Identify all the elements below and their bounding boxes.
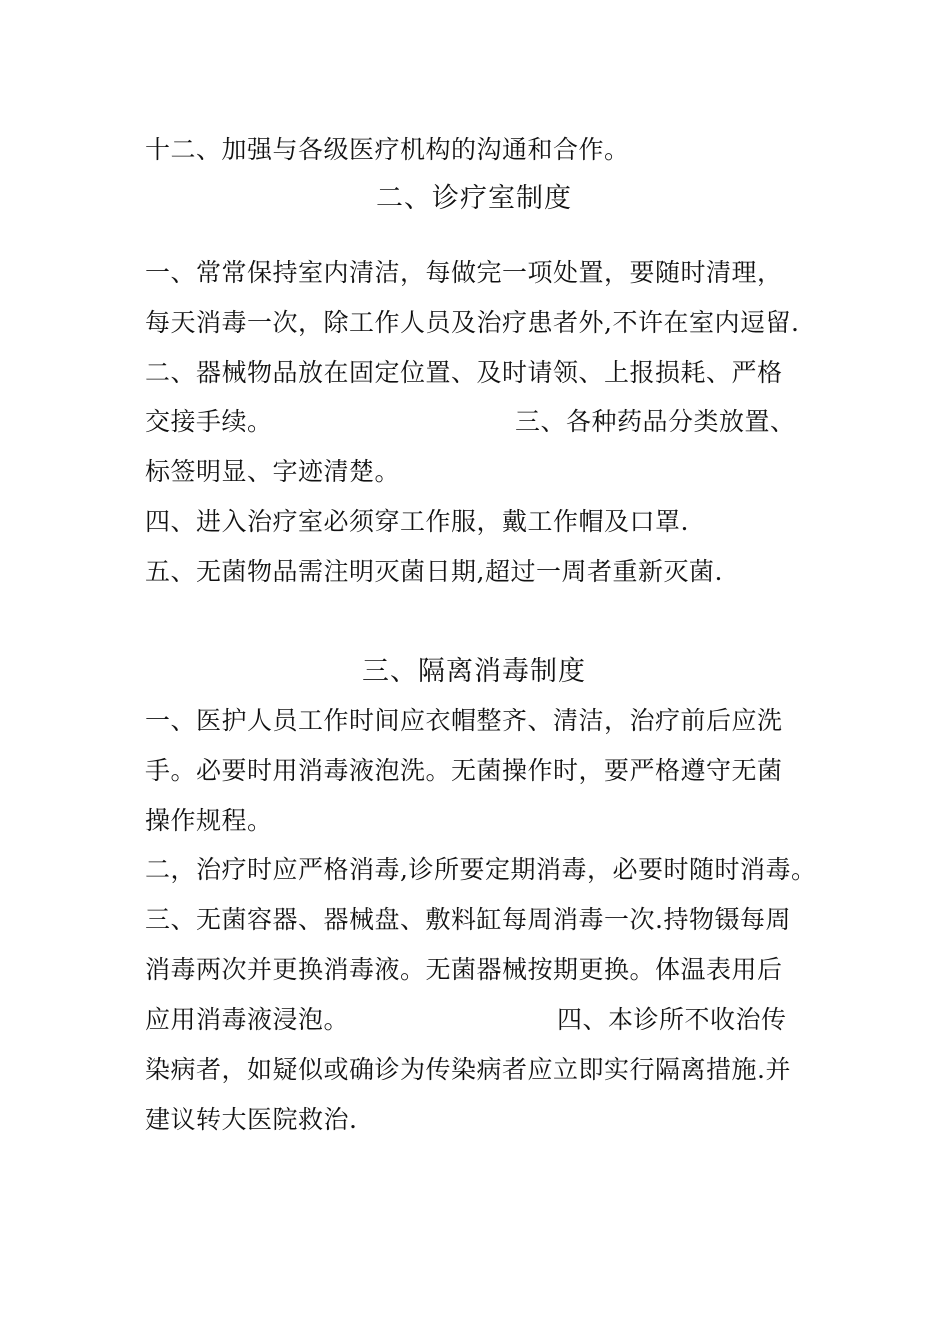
section-heading-isolation-disinfection: 三、隔离消毒制度 <box>362 656 586 687</box>
paragraph-line: 三、各种药品分类放置、 <box>515 407 796 436</box>
intro-line: 十二、加强与各级医疗机构的沟通和合作。 <box>145 135 630 164</box>
paragraph-line: 三、无菌容器、器械盘、敷料缸每周消毒一次.持物镊每周 <box>145 905 791 934</box>
paragraph-line: 应用消毒液浸泡。 <box>145 1005 350 1034</box>
paragraph-line: 一、常常保持室内清洁，每做完一项处置，要随时清理， <box>145 258 783 287</box>
paragraph-line: 二、器械物品放在固定位置、及时请领、上报损耗、严格 <box>145 358 783 387</box>
paragraph-line: 一、医护人员工作时间应衣帽整齐、清洁，治疗前后应洗 <box>145 706 783 735</box>
paragraph-line: 消毒两次并更换消毒液。无菌器械按期更换。体温表用后 <box>145 955 783 984</box>
section-heading-clinic-rules: 二、诊疗室制度 <box>376 183 572 214</box>
paragraph-line: 二，治疗时应严格消毒,诊所要定期消毒，必要时随时消毒。 <box>145 855 817 884</box>
paragraph-line: 五、无菌物品需注明灭菌日期,超过一周者重新灭菌. <box>145 557 723 586</box>
paragraph-line: 每天消毒一次，除工作人员及治疗患者外,不许在室内逗留. <box>145 308 800 337</box>
paragraph-line: 四、本诊所不收治传 <box>557 1005 787 1034</box>
paragraph-line: 标签明显、字迹清楚。 <box>145 457 401 486</box>
paragraph-line: 操作规程。 <box>145 806 273 835</box>
paragraph-line: 手。必要时用消毒液泡洗。无菌操作时，要严格遵守无菌 <box>145 756 783 785</box>
paragraph-line: 交接手续。 <box>145 407 273 436</box>
paragraph-line: 四、进入治疗室必须穿工作服，戴工作帽及口罩. <box>145 507 689 536</box>
paragraph-line: 染病者，如疑似或确诊为传染病者应立即实行隔离措施.并 <box>145 1055 791 1084</box>
paragraph-line: 建议转大医院救治. <box>145 1105 358 1134</box>
